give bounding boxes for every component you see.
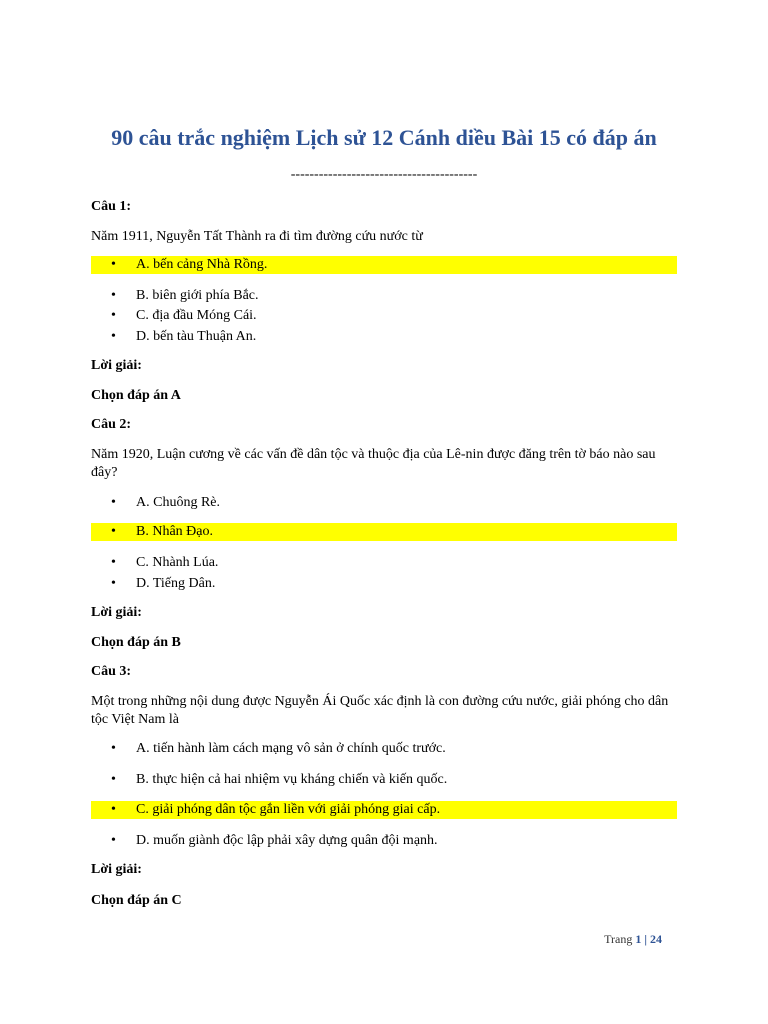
footer-prefix: Trang <box>604 932 633 946</box>
option-text: A. tiến hành làm cách mạng vô sản ở chính quốc trước. <box>136 741 446 756</box>
title-separator: ---------------------------------------- <box>290 167 478 182</box>
question-2-option-d <box>91 575 677 593</box>
bullet-icon: • <box>111 772 116 787</box>
question-3-option-b <box>91 771 677 789</box>
option-text: C. địa đầu Móng Cái. <box>136 308 257 323</box>
document-title: 90 câu trắc nghiệm Lịch sử 12 Cánh diều Bài 15 có đáp án <box>111 125 657 150</box>
question-1-option-a <box>91 256 677 274</box>
question-2-answer: Chọn đáp án B <box>91 635 181 650</box>
bullet-icon: • <box>111 329 116 344</box>
question-2-option-b <box>91 523 677 541</box>
bullet-icon: • <box>111 555 116 570</box>
question-3-text: Một trong những nội dung được Nguyễn Ái Quốc xác định là con đường cứu nước, giải phóng cho dân tộc Việt Nam là <box>91 694 669 727</box>
option-text: D. muốn giành độc lập phải xây dựng quân đội mạnh. <box>136 833 438 848</box>
question-1-text: Năm 1911, Nguyễn Tất Thành ra đi tìm đường cứu nước từ <box>91 229 423 244</box>
option-text: B. thực hiện cả hai nhiệm vụ kháng chiến và kiến quốc. <box>136 772 448 787</box>
question-3-answer: Chọn đáp án C <box>91 893 182 908</box>
option-text: D. Tiếng Dân. <box>136 576 216 591</box>
question-2-option-c <box>91 554 677 572</box>
bullet-icon: • <box>111 495 116 510</box>
question-3-option-c <box>91 801 677 819</box>
question-3-solution-label: Lời giải: <box>91 862 142 877</box>
page-footer <box>604 931 662 947</box>
option-text: C. Nhành Lúa. <box>136 555 219 570</box>
question-1-solution-label: Lời giải: <box>91 358 142 373</box>
bullet-icon: • <box>111 257 116 272</box>
question-2-text: Năm 1920, Luận cương về các vấn đề dân tộc và thuộc địa của Lê-nin được đăng trên tờ báo nào sau đây? <box>91 447 656 480</box>
question-1-option-c <box>91 307 677 325</box>
bullet-icon: • <box>111 802 116 817</box>
option-text: B. Nhân Đạo. <box>136 524 213 539</box>
question-1-answer: Chọn đáp án A <box>91 388 181 403</box>
question-1-label: Câu 1: <box>91 199 132 214</box>
question-2-solution-label: Lời giải: <box>91 605 142 620</box>
bullet-icon: • <box>111 524 116 539</box>
question-1-option-d <box>91 328 677 346</box>
question-3-option-d <box>91 832 677 850</box>
bullet-icon: • <box>111 288 116 303</box>
footer-divider: | <box>644 932 647 946</box>
question-1-option-b <box>91 287 677 305</box>
bullet-icon: • <box>111 741 116 756</box>
question-2-option-a <box>91 494 677 512</box>
option-text: B. biên giới phía Bắc. <box>136 288 259 303</box>
current-page-number: 1 <box>635 932 642 946</box>
bullet-icon: • <box>111 576 116 591</box>
question-2-label: Câu 2: <box>91 417 132 432</box>
question-3-label: Câu 3: <box>91 664 132 679</box>
option-text: A. Chuông Rè. <box>136 495 220 510</box>
bullet-icon: • <box>111 833 116 848</box>
question-3-option-a <box>91 740 677 758</box>
total-pages: 24 <box>650 932 662 946</box>
option-text: C. giải phóng dân tộc gắn liền với giải phóng giai cấp. <box>136 802 441 817</box>
option-text: A. bến cảng Nhà Rồng. <box>136 257 268 272</box>
option-text: D. bến tàu Thuận An. <box>136 329 257 344</box>
bullet-icon: • <box>111 308 116 323</box>
